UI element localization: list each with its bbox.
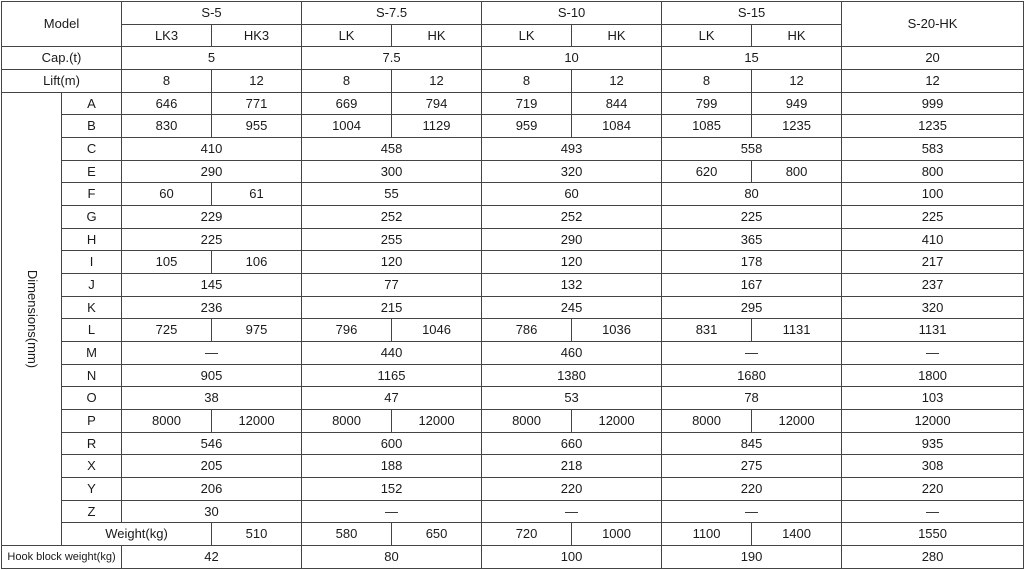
table-cell: 1004 [302, 115, 392, 138]
table-cell: 78 [662, 387, 842, 410]
table-cell: C [62, 138, 122, 161]
table-cell: 38 [122, 387, 302, 410]
table-cell: 7.5 [302, 47, 482, 70]
table-cell: 510 [212, 523, 302, 546]
table-cell: 8000 [302, 410, 392, 433]
table-cell: Z [62, 500, 122, 523]
table-cell: 949 [752, 92, 842, 115]
table-row [2, 251, 1024, 274]
table-cell: M [62, 342, 122, 365]
table-cell: 106 [212, 251, 302, 274]
table-cell: 275 [662, 455, 842, 478]
table-cell: 771 [212, 92, 302, 115]
table-cell: 720 [482, 523, 572, 546]
table-cell: 217 [842, 251, 1024, 274]
table-cell: 1380 [482, 364, 662, 387]
table-cell: 205 [122, 455, 302, 478]
table-cell: 365 [662, 228, 842, 251]
table-cell: 935 [842, 432, 1024, 455]
table-cell: 1131 [752, 319, 842, 342]
table-cell: 188 [302, 455, 482, 478]
table-cell: 12 [392, 70, 482, 93]
table-cell: 8 [302, 70, 392, 93]
table-cell: 800 [752, 160, 842, 183]
table-cell: 252 [302, 206, 482, 229]
table-cell: 215 [302, 296, 482, 319]
table-cell: E [62, 160, 122, 183]
table-cell: 103 [842, 387, 1024, 410]
table-cell: 218 [482, 455, 662, 478]
table-row [2, 274, 1024, 297]
table-row [2, 500, 1024, 523]
table-cell: 999 [842, 92, 1024, 115]
table-cell: A [62, 92, 122, 115]
table-cell: 178 [662, 251, 842, 274]
table-cell: 8 [482, 70, 572, 93]
table-cell: 225 [122, 228, 302, 251]
table-cell: 55 [302, 183, 482, 206]
table-cell: 300 [302, 160, 482, 183]
table-cell: LK [302, 24, 392, 47]
table-cell: 290 [482, 228, 662, 251]
table-cell: — [842, 500, 1024, 523]
table-cell: K [62, 296, 122, 319]
table-cell: 80 [662, 183, 842, 206]
table-cell: Model [2, 2, 122, 47]
table-cell: 440 [302, 342, 482, 365]
table-cell: 105 [122, 251, 212, 274]
table-cell: 290 [122, 160, 302, 183]
table-cell: Cap.(t) [2, 47, 122, 70]
table-cell: 1036 [572, 319, 662, 342]
dimensions-group-label [2, 92, 62, 545]
table-row [2, 47, 1024, 70]
table-cell: 1800 [842, 364, 1024, 387]
table-cell: 905 [122, 364, 302, 387]
table-cell: — [302, 500, 482, 523]
table-cell: R [62, 432, 122, 455]
table-cell: 236 [122, 296, 302, 319]
table-cell: 800 [842, 160, 1024, 183]
table-row [2, 478, 1024, 501]
table-cell: 12000 [392, 410, 482, 433]
table-cell: 280 [842, 546, 1024, 569]
table-row [2, 364, 1024, 387]
table-cell: 100 [482, 546, 662, 569]
table-cell: N [62, 364, 122, 387]
table-row [2, 70, 1024, 93]
hoist-spec-table [1, 1, 1024, 569]
table-cell: 220 [482, 478, 662, 501]
table-cell: Weight(kg) [62, 523, 212, 546]
table-cell: 60 [122, 183, 212, 206]
table-cell: HK [752, 24, 842, 47]
table-cell: Lift(m) [2, 70, 122, 93]
table-cell: 167 [662, 274, 842, 297]
table-cell: L [62, 319, 122, 342]
table-cell: 8000 [662, 410, 752, 433]
table-row [2, 546, 1024, 569]
table-cell: 975 [212, 319, 302, 342]
table-cell: 620 [662, 160, 752, 183]
table-cell: 646 [122, 92, 212, 115]
table-row [2, 160, 1024, 183]
table-cell: 225 [842, 206, 1024, 229]
table-cell: S-10 [482, 2, 662, 25]
table-cell: — [122, 342, 302, 365]
table-cell: 20 [842, 47, 1024, 70]
table-cell: 8000 [122, 410, 212, 433]
table-cell: 583 [842, 138, 1024, 161]
table-cell: 252 [482, 206, 662, 229]
table-cell: 295 [662, 296, 842, 319]
table-cell: 245 [482, 296, 662, 319]
table-cell: J [62, 274, 122, 297]
table-cell: HK3 [212, 24, 302, 47]
table-cell: 493 [482, 138, 662, 161]
table-cell: 225 [662, 206, 842, 229]
table-cell: F [62, 183, 122, 206]
table-cell: LK3 [122, 24, 212, 47]
table-cell: S-20-HK [842, 2, 1024, 47]
table-cell: 12 [752, 70, 842, 93]
table-cell: Y [62, 478, 122, 501]
table-cell: 12 [842, 70, 1024, 93]
table-cell: S-15 [662, 2, 842, 25]
table-cell: 1131 [842, 319, 1024, 342]
table-cell: 61 [212, 183, 302, 206]
table-cell: 410 [842, 228, 1024, 251]
table-cell: 60 [482, 183, 662, 206]
table-cell: 320 [842, 296, 1024, 319]
table-cell: — [662, 342, 842, 365]
table-cell: 8 [122, 70, 212, 93]
table-cell: 1165 [302, 364, 482, 387]
table-row [2, 410, 1024, 433]
table-cell: 558 [662, 138, 842, 161]
table-cell: 786 [482, 319, 572, 342]
table-cell: 460 [482, 342, 662, 365]
table-cell: 12000 [752, 410, 842, 433]
table-cell: 30 [122, 500, 302, 523]
table-cell: 1085 [662, 115, 752, 138]
table-cell: 5 [122, 47, 302, 70]
table-cell: 1235 [752, 115, 842, 138]
table-cell: 458 [302, 138, 482, 161]
table-row [2, 296, 1024, 319]
table-cell: B [62, 115, 122, 138]
table-cell: 12000 [572, 410, 662, 433]
table-cell: 1084 [572, 115, 662, 138]
table-cell: HK [572, 24, 662, 47]
table-cell: 152 [302, 478, 482, 501]
table-cell: 47 [302, 387, 482, 410]
table-cell: 8000 [482, 410, 572, 433]
table-cell: 796 [302, 319, 392, 342]
table-cell: 799 [662, 92, 752, 115]
table-cell: 831 [662, 319, 752, 342]
table-row [2, 206, 1024, 229]
table-cell: 1100 [662, 523, 752, 546]
table-cell: LK [662, 24, 752, 47]
table-cell: P [62, 410, 122, 433]
table-cell: 8 [662, 70, 752, 93]
table-cell: 120 [482, 251, 662, 274]
table-cell: 53 [482, 387, 662, 410]
table-cell: 229 [122, 206, 302, 229]
table-cell: 660 [482, 432, 662, 455]
table-cell: 719 [482, 92, 572, 115]
table-cell: 725 [122, 319, 212, 342]
table-cell: 220 [842, 478, 1024, 501]
table-row [2, 183, 1024, 206]
table-cell: I [62, 251, 122, 274]
table-cell: 190 [662, 546, 842, 569]
table-cell: 145 [122, 274, 302, 297]
table-cell: X [62, 455, 122, 478]
table-cell: 1129 [392, 115, 482, 138]
table-cell: LK [482, 24, 572, 47]
table-cell: 580 [302, 523, 392, 546]
table-cell: 237 [842, 274, 1024, 297]
table-cell: 410 [122, 138, 302, 161]
table-cell: S-7.5 [302, 2, 482, 25]
table-cell: H [62, 228, 122, 251]
table-cell: 794 [392, 92, 482, 115]
table-row [2, 342, 1024, 365]
table-cell: — [482, 500, 662, 523]
table-cell: 844 [572, 92, 662, 115]
table-cell: 1000 [572, 523, 662, 546]
table-row [2, 115, 1024, 138]
table-row [2, 387, 1024, 410]
table-cell: G [62, 206, 122, 229]
spec-table-container [1, 1, 1023, 568]
table-cell: Hook block weight(kg) [2, 546, 122, 569]
table-cell: 959 [482, 115, 572, 138]
table-cell: 220 [662, 478, 842, 501]
table-cell: — [842, 342, 1024, 365]
table-cell: 206 [122, 478, 302, 501]
table-cell: 132 [482, 274, 662, 297]
table-cell: 669 [302, 92, 392, 115]
table-cell: 77 [302, 274, 482, 297]
table-cell: 1400 [752, 523, 842, 546]
table-cell: 546 [122, 432, 302, 455]
table-cell: 600 [302, 432, 482, 455]
table-cell: 845 [662, 432, 842, 455]
table-cell: 955 [212, 115, 302, 138]
table-cell: 320 [482, 160, 662, 183]
table-row [2, 455, 1024, 478]
table-cell: 1550 [842, 523, 1024, 546]
table-cell: 1046 [392, 319, 482, 342]
table-cell: 80 [302, 546, 482, 569]
table-cell: 42 [122, 546, 302, 569]
table-cell: 100 [842, 183, 1024, 206]
table-cell: — [662, 500, 842, 523]
table-cell: 12000 [212, 410, 302, 433]
table-cell: 12 [572, 70, 662, 93]
table-cell: 1235 [842, 115, 1024, 138]
table-row [2, 138, 1024, 161]
table-cell: S-5 [122, 2, 302, 25]
table-cell: 15 [662, 47, 842, 70]
table-cell: 12 [212, 70, 302, 93]
table-cell: 308 [842, 455, 1024, 478]
dimensions-label-text: Dimensions(mm) [24, 269, 40, 369]
table-cell: HK [392, 24, 482, 47]
table-row [2, 2, 1024, 25]
table-cell: 255 [302, 228, 482, 251]
table-cell: 1680 [662, 364, 842, 387]
table-row [2, 92, 1024, 115]
table-cell: 830 [122, 115, 212, 138]
table-row [2, 228, 1024, 251]
table-row [2, 319, 1024, 342]
table-row [2, 523, 1024, 546]
table-cell: 120 [302, 251, 482, 274]
table-cell: 10 [482, 47, 662, 70]
table-cell: 650 [392, 523, 482, 546]
table-row [2, 432, 1024, 455]
table-cell: O [62, 387, 122, 410]
table-cell: 12000 [842, 410, 1024, 433]
